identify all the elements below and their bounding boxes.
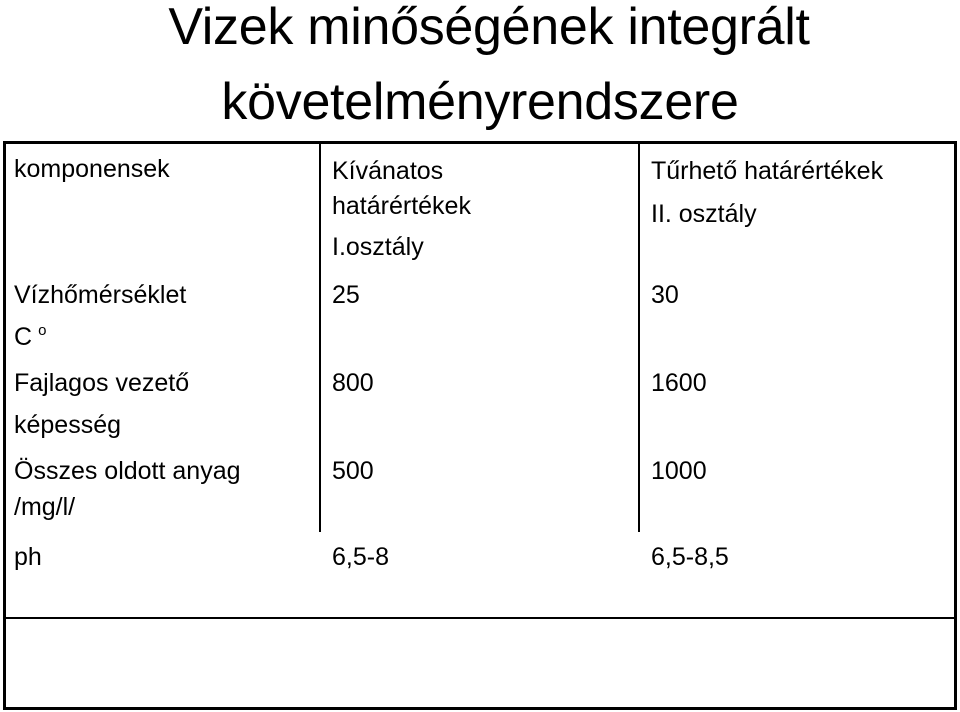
row-tds-label-2: /mg/l/ xyxy=(14,493,76,521)
row-ph-class2: 6,5-8,5 xyxy=(651,543,729,571)
header-desired-line-1: Kívánatos xyxy=(332,157,444,185)
row-conductivity-label-2: képesség xyxy=(14,411,122,439)
header-tolerable-line-2: II. osztály xyxy=(651,200,757,228)
row-water-temp-class2: 30 xyxy=(651,281,679,309)
row-conductivity-label-1: Fajlagos vezető xyxy=(14,369,190,397)
header-tolerable-line-1: Tűrhető határértékek xyxy=(651,157,884,185)
row-conductivity-class1: 800 xyxy=(332,369,374,397)
row-divider-empty xyxy=(3,617,957,619)
table-border-right xyxy=(954,141,957,710)
table-border-top xyxy=(3,141,957,144)
row-tds-class1: 500 xyxy=(332,457,374,485)
column-divider-1 xyxy=(319,141,321,532)
table-border-left xyxy=(3,141,6,710)
row-water-temp-class1: 25 xyxy=(332,281,360,309)
row-ph-label: ph xyxy=(14,543,42,571)
header-desired-line-2: határértékek xyxy=(332,192,471,220)
table-border-bottom xyxy=(3,707,957,710)
row-ph-class1: 6,5-8 xyxy=(332,543,389,571)
column-divider-2 xyxy=(638,141,640,532)
row-tds-class2: 1000 xyxy=(651,457,707,485)
row-tds-label-1: Összes oldott anyag xyxy=(14,457,241,485)
row-conductivity-class2: 1600 xyxy=(651,369,707,397)
header-desired-line-3: I.osztály xyxy=(332,233,424,261)
title-line-1: Vizek minőségének integrált xyxy=(168,0,810,56)
row-water-temp-label: Vízhőmérséklet xyxy=(14,281,187,309)
row-water-temp-unit: C $^o$ xyxy=(14,322,47,351)
header-components: komponensek xyxy=(14,155,170,183)
title-line-2: követelményrendszere xyxy=(221,73,739,131)
